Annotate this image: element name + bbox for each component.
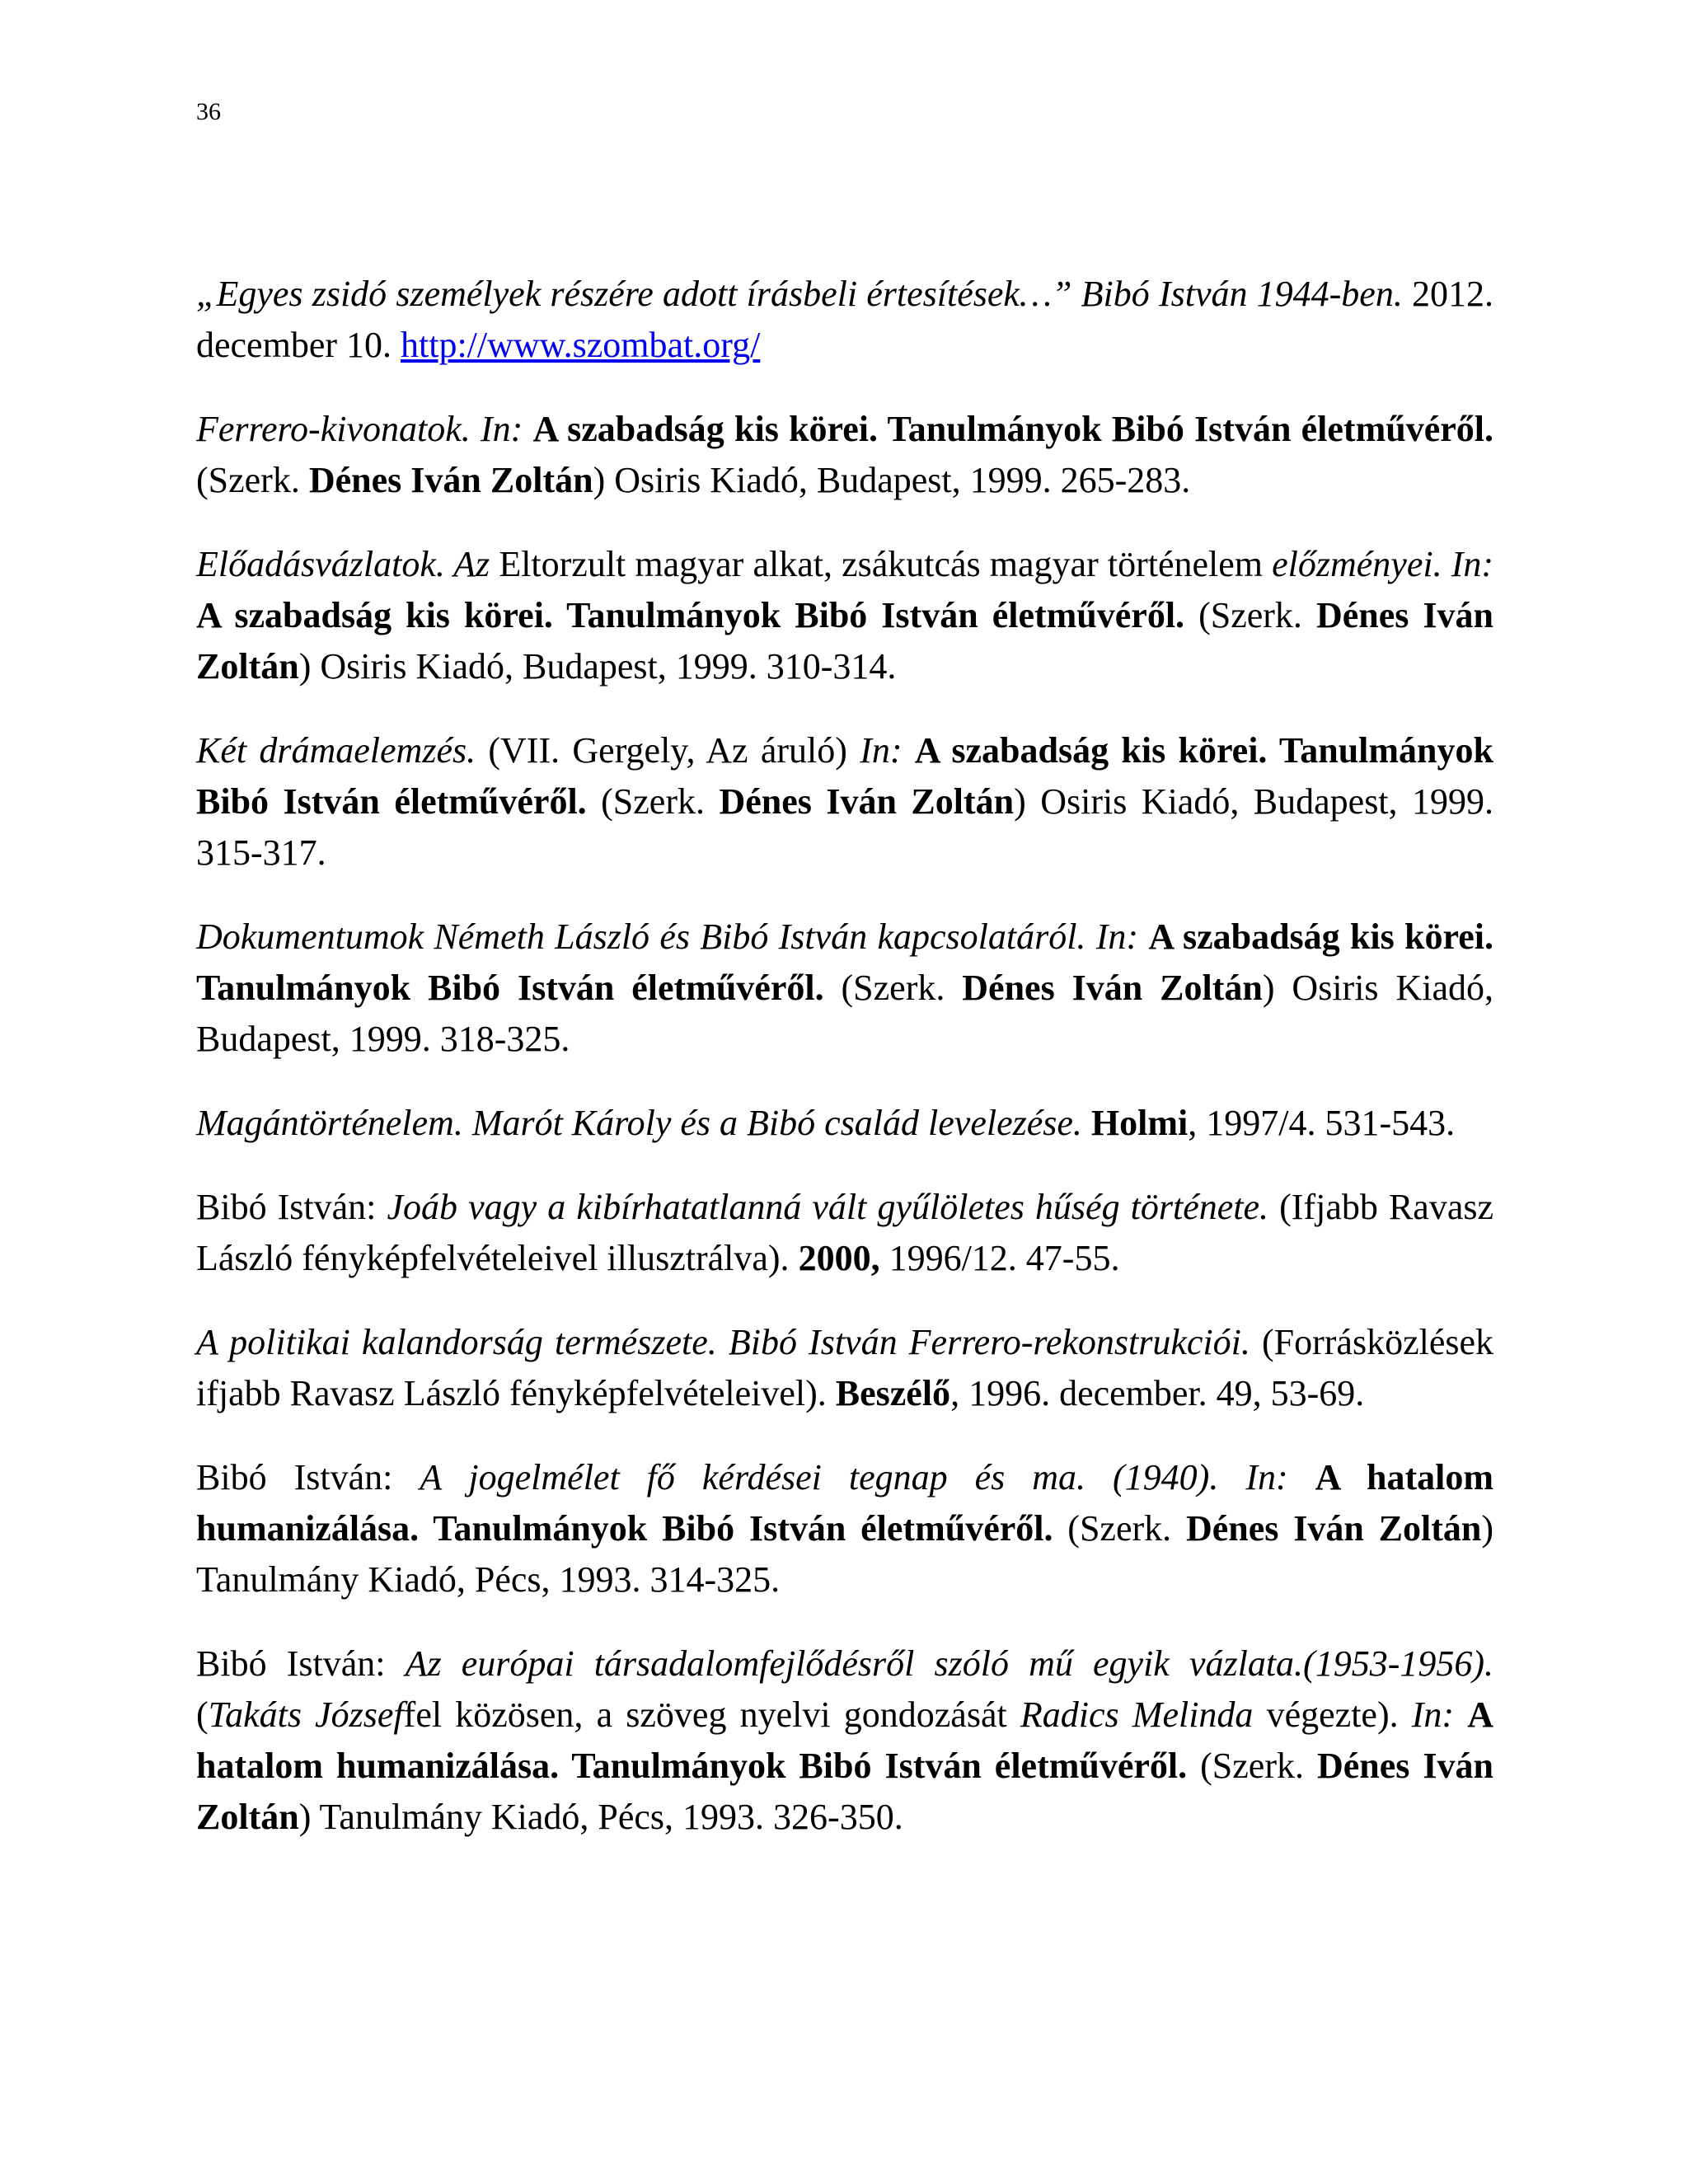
bold-text: Dénes Iván Zoltán (196, 1746, 1493, 1837)
bibliography-entry (196, 1182, 1493, 1284)
italic-text: Két drámaelemzés. (196, 730, 476, 771)
plain-text: ) Tanulmány Kiadó, Pécs, 1993. 326-350. (298, 1797, 903, 1837)
plain-text: , 1996. december. 49, 53-69. (950, 1373, 1365, 1413)
bibliography-entry (196, 1638, 1493, 1843)
bibliography-entry (196, 269, 1493, 371)
plain-text: 1996/12. 47-55. (879, 1238, 1120, 1278)
plain-text: (Szerk. (1053, 1508, 1186, 1549)
italic-text: Az európai társadalomfejlődésről szóló mű egyik vázlata.(1953-1956). (405, 1643, 1493, 1684)
plain-text (1082, 1103, 1091, 1143)
plain-text: , 1997/4. 531-543. (1188, 1103, 1456, 1143)
plain-text: ) Osiris Kiadó, Budapest, 1999. 315-317. (196, 781, 1493, 873)
plain-text: (Forrásközlések ifjabb Ravasz László fényképfelvételeivel). (196, 1322, 1494, 1413)
bold-text: Beszélő (835, 1373, 951, 1413)
plain-text: (Szerk. (823, 968, 963, 1008)
plain-text: végezte). (1253, 1694, 1412, 1735)
bibliography-entry (196, 1317, 1493, 1419)
italic-text: Magántörténelem. Marót Károly és a Bibó család levelezése. (196, 1103, 1082, 1143)
plain-text: (VII. Gergely, Az áruló) (476, 730, 860, 771)
bibliography-entry (196, 404, 1493, 506)
bibliography-entry (196, 912, 1493, 1065)
bibliography-entry (196, 1452, 1493, 1605)
italic-text: Ferrero-kivonatok. In: (196, 409, 533, 449)
italic-text: Radics Melinda (1020, 1694, 1254, 1735)
italic-text: A jogelmélet fő kérdései tegnap és ma. (1940). In: (420, 1457, 1315, 1497)
bold-text: 2000, (798, 1238, 880, 1278)
plain-text: (Szerk. (586, 781, 720, 822)
plain-text: (Szerk. (196, 460, 309, 500)
italic-text: Előadásvázlatok. Az (196, 544, 499, 584)
plain-text: ) Osiris Kiadó, Budapest, 1999. 265-283. (593, 460, 1191, 500)
italic-text: In: (1411, 1694, 1468, 1735)
italic-text: Dokumentumok Németh László és Bibó István kapcsolatáról. In: (196, 916, 1149, 957)
plain-text: ( (196, 1694, 209, 1735)
bold-text: A szabadság kis körei. Tanulmányok Bibó István életművéről. (196, 730, 1493, 822)
bold-text: A szabadság kis körei. Tanulmányok Bibó István életművéről. (196, 916, 1493, 1008)
plain-text: ) Osiris Kiadó, Budapest, 1999. 310-314. (298, 646, 897, 687)
bibliography-entry (196, 725, 1493, 879)
bold-text: Dénes Iván Zoltán (308, 460, 593, 500)
bold-text: Dénes Iván Zoltán (719, 781, 1015, 822)
plain-text: 2012. december 10. (196, 274, 1493, 365)
plain-text: ) Tanulmány Kiadó, Pécs, 1993. 314-325. (196, 1508, 1493, 1600)
bold-text: Dénes Iván Zoltán (1185, 1508, 1482, 1549)
bibliography-entry (196, 1098, 1493, 1149)
plain-text: Bibó István: (196, 1187, 387, 1227)
url-link[interactable]: http://www.szombat.org/ (401, 325, 761, 365)
bold-text: Dénes Iván Zoltán (962, 968, 1263, 1008)
italic-text: Joáb vagy a kibírhatatlanná vált gyűlöletes hűség története. (387, 1187, 1269, 1227)
bold-text: A hatalom humanizálása. Tanulmányok Bibó István életművéről. (196, 1694, 1494, 1786)
bold-text: Holmi (1090, 1103, 1189, 1143)
plain-text: fel közösen, a szöveg nyelvi gondozását (403, 1694, 1020, 1735)
italic-text: előzményei. In: (1272, 544, 1494, 584)
bold-text: A szabadság kis körei. Tanulmányok Bibó István életművéről. (532, 409, 1493, 449)
page-number: 36 (196, 98, 221, 125)
italic-text: „Egyes zsidó személyek részére adott írásbeli értesítések…” Bibó István 1944-ben. (196, 274, 1403, 314)
italic-text: A politikai kalandorság természete. Bibó István Ferrero-rekonstrukciói. (196, 1322, 1250, 1362)
plain-text: (Ifjabb Ravasz László fényképfelvételeivel illusztrálva). (196, 1187, 1493, 1278)
plain-text: (Szerk. (1184, 595, 1316, 635)
bold-text: Dénes Iván Zoltán (196, 595, 1493, 687)
italic-text: In: (860, 730, 915, 771)
bibliography-entry (196, 539, 1493, 692)
bibliography-list (196, 269, 1493, 1876)
plain-text: Eltorzult magyar alkat, zsákutcás magyar történelem (499, 544, 1273, 584)
italic-text: Takáts József (208, 1694, 404, 1735)
bold-text: A hatalom humanizálása. Tanulmányok Bibó István életművéről. (196, 1457, 1493, 1549)
bold-text: A szabadság kis körei. Tanulmányok Bibó István életművéről. (196, 595, 1185, 635)
plain-text: Bibó István: (196, 1643, 406, 1684)
plain-text: (Szerk. (1187, 1746, 1317, 1786)
plain-text: ) Osiris Kiadó, Budapest, 1999. 318-325. (196, 968, 1493, 1059)
plain-text: Bibó István: (196, 1457, 420, 1497)
